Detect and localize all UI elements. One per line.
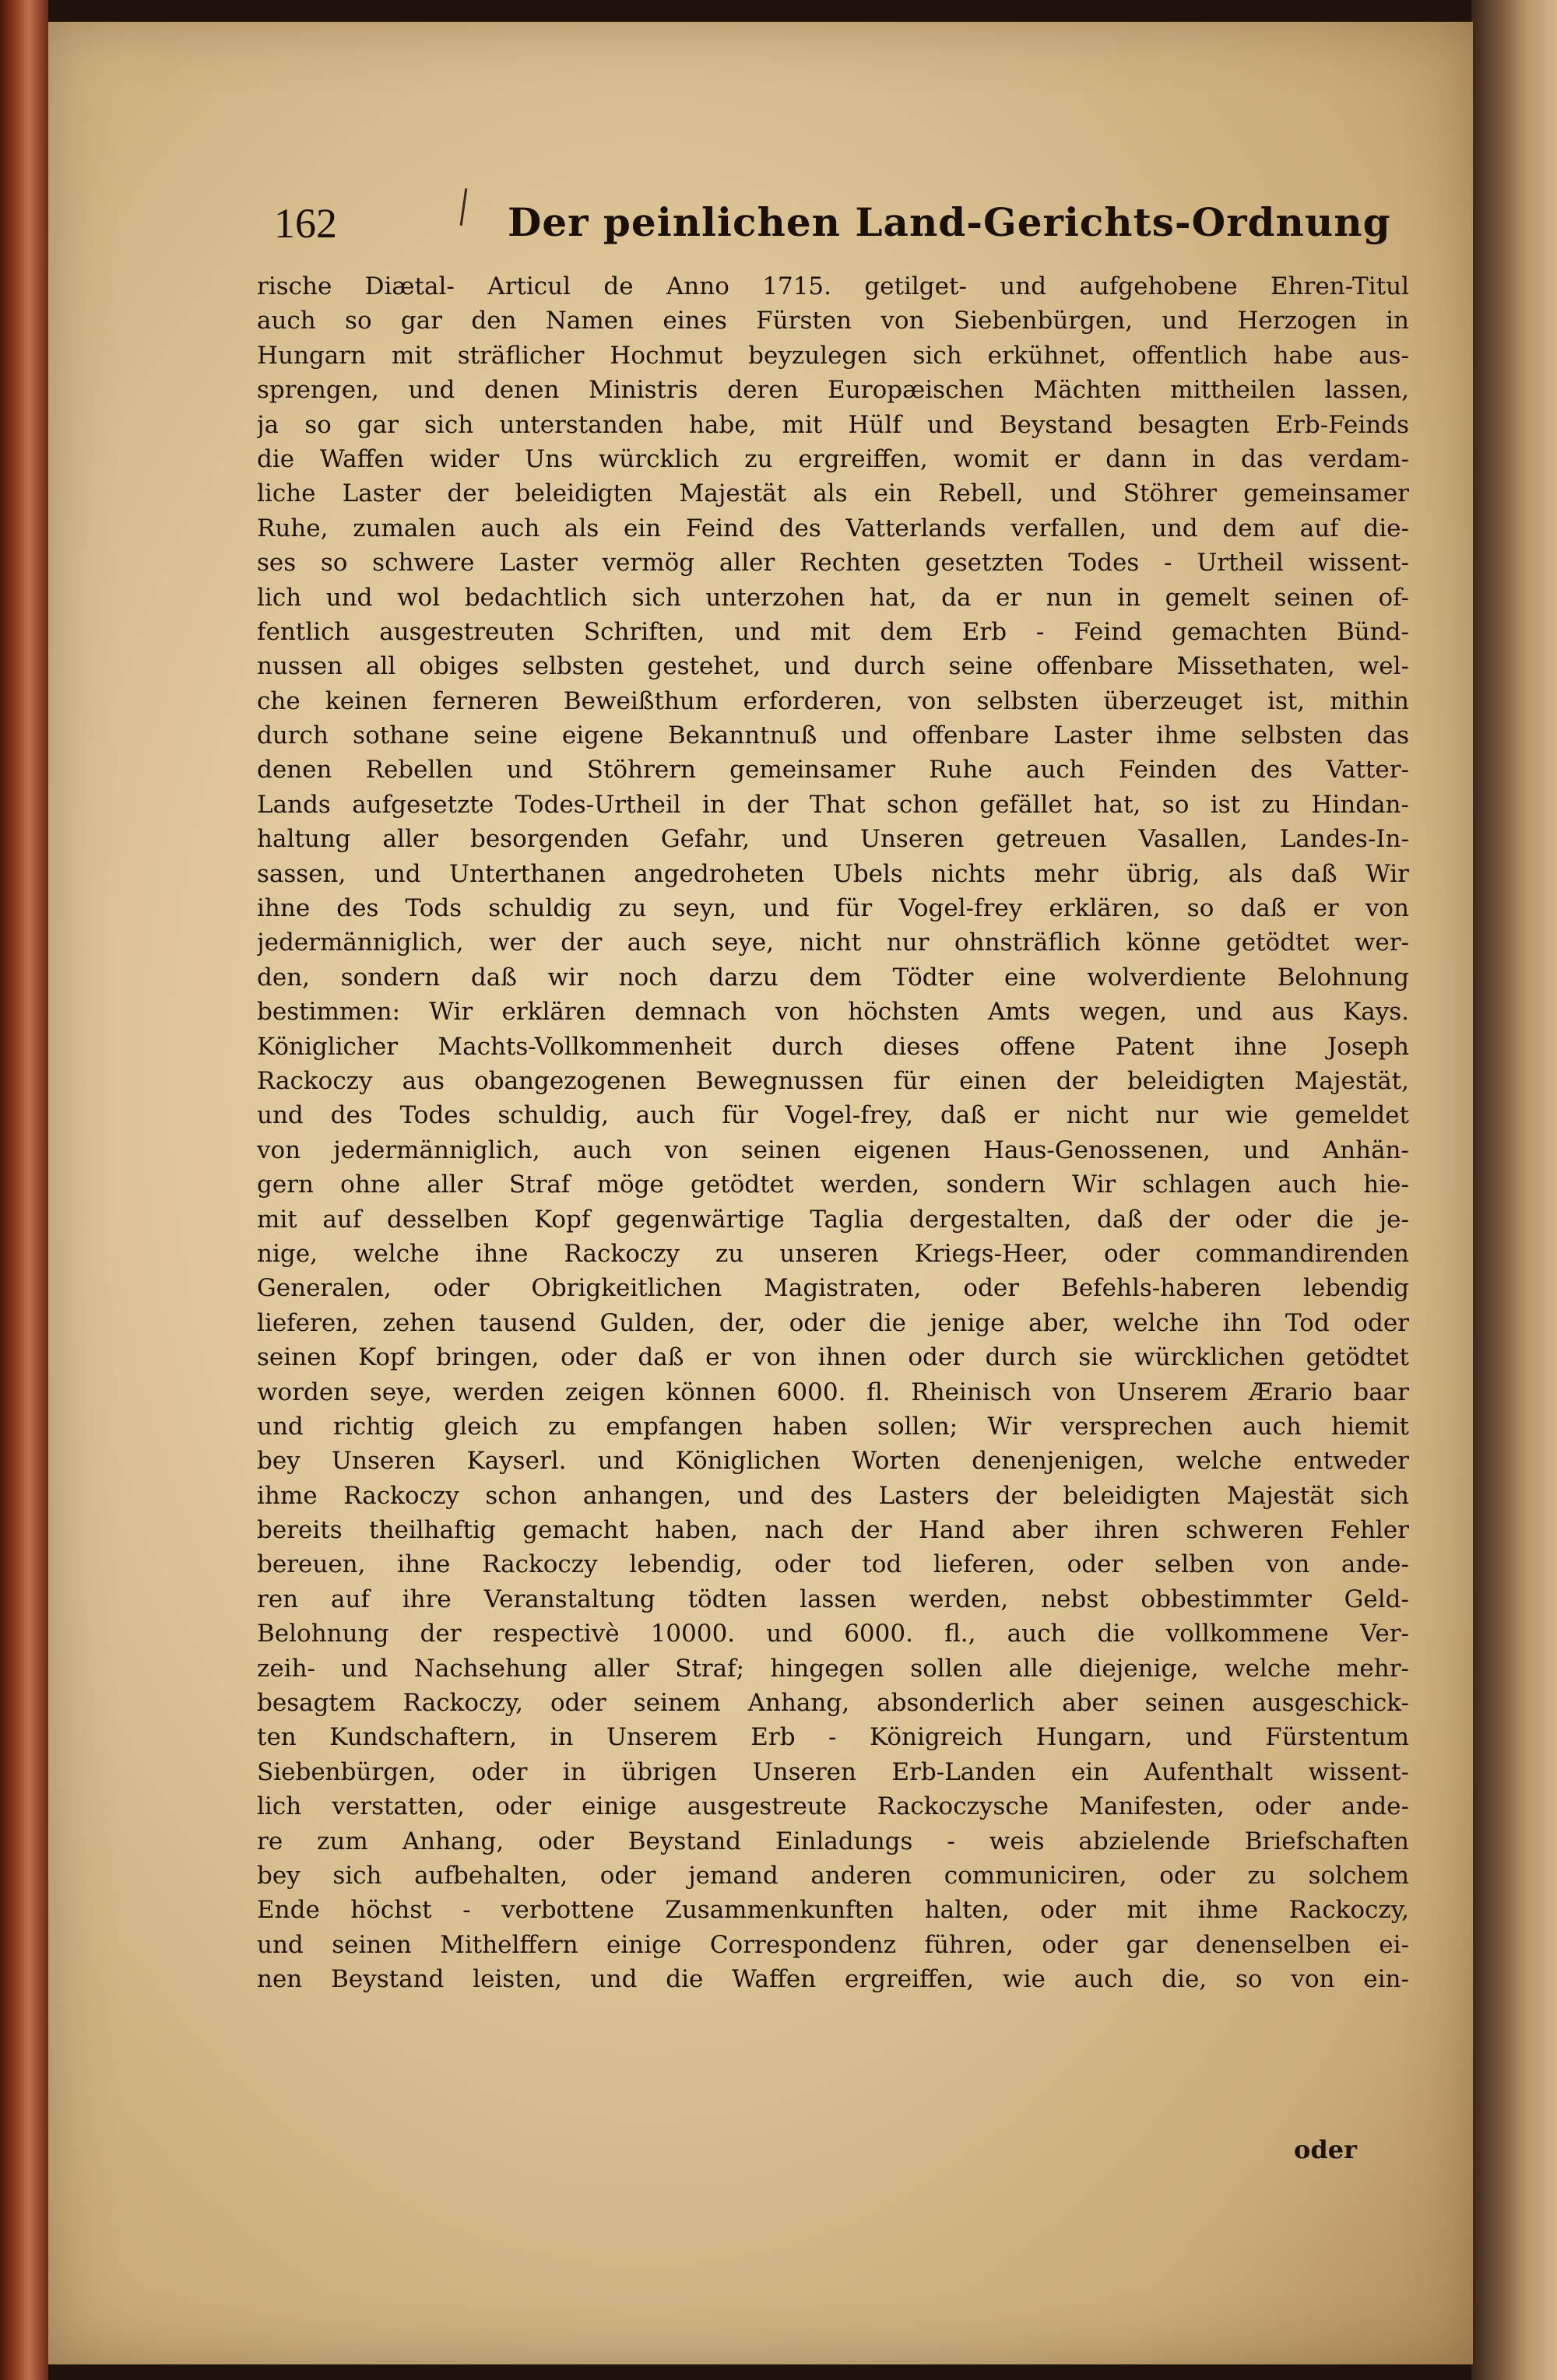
- text-line: Rackoczy aus obangezogenen Bewegnussen für einen der beleidigten Majestät,: [257, 1066, 1409, 1095]
- text-line: jedermänniglich, wer der auch seye, nicht nur ohnsträflich könne getödtet wer-: [257, 928, 1409, 957]
- running-head: Der peinlichen Land-Gerichts-Ordnung: [508, 199, 1391, 245]
- text-line: nen Beystand leisten, und die Waffen ergreiffen, wie auch die, so von ein-: [257, 1965, 1409, 1994]
- text-line: und richtig gleich zu empfangen haben sollen; Wir versprechen auch hiemit: [257, 1412, 1409, 1441]
- text-line: Königlicher Machts-Vollkommenheit durch dieses offene Patent ihne Joseph: [257, 1032, 1409, 1061]
- text-line: und des Todes schuldig, auch für Vogel-frey, daß er nicht nur wie gemeldet: [257, 1101, 1409, 1130]
- text-line: nussen all obiges selbsten gestehet, und durch seine offenbare Missethaten, wel-: [257, 652, 1409, 681]
- ink-mark: [460, 188, 468, 226]
- text-line: bestimmen: Wir erklären demnach von höchsten Amts wegen, und aus Kays.: [257, 998, 1409, 1027]
- text-line: haltung aller besorgenden Gefahr, und Unseren getreuen Vasallen, Landes-In-: [257, 825, 1409, 854]
- text-line: lieferen, zehen tausend Gulden, der, oder die jenige aber, welche ihn Tod oder: [257, 1308, 1409, 1337]
- text-line: re zum Anhang, oder Beystand Einladungs - weis abzielende Briefschaften: [257, 1827, 1409, 1855]
- text-line: Generalen, oder Obrigkeitlichen Magistraten, oder Befehls-haberen lebendig: [257, 1274, 1409, 1303]
- text-line: worden seye, werden zeigen können 6000. fl. Rheinisch von Unserem Ærario baar: [257, 1378, 1409, 1406]
- text-line: bereits theilhaftig gemacht haben, nach der Hand aber ihren schweren Fehler: [257, 1516, 1409, 1545]
- text-line: bey sich aufbehalten, oder jemand anderen communiciren, oder zu solchem: [257, 1861, 1409, 1890]
- book-edge-left: [0, 0, 48, 2380]
- book-gutter-right: [1471, 0, 1557, 2380]
- text-line: bey Unseren Kayserl. und Königlichen Worten denenjenigen, welche entweder: [257, 1447, 1409, 1476]
- text-line: sassen, und Unterthanen angedroheten Ubels nichts mehr übrig, als daß Wir: [257, 859, 1409, 888]
- text-line: ihme Rackoczy schon anhangen, und des Lasters der beleidigten Majestät sich: [257, 1481, 1409, 1510]
- text-line: che keinen ferneren Beweißthum erforderen, von selbsten überzeuget ist, mithin: [257, 686, 1409, 715]
- text-line: mit auf desselben Kopf gegenwärtige Taglia dergestalten, daß der oder die je-: [257, 1205, 1409, 1234]
- text-line: durch sothane seine eigene Bekanntnuß und offenbare Laster ihme selbsten das: [257, 721, 1409, 750]
- text-line: von jedermänniglich, auch von seinen eigenen Haus-Genossenen, und Anhän-: [257, 1136, 1409, 1164]
- text-line: bereuen, ihne Rackoczy lebendig, oder tod lieferen, oder selben von ande-: [257, 1550, 1409, 1579]
- text-line: zeih- und Nachsehung aller Straf; hingegen sollen alle diejenige, welche mehr-: [257, 1654, 1409, 1683]
- text-line: denen Rebellen und Stöhrern gemeinsamer Ruhe auch Feinden des Vatter-: [257, 756, 1409, 785]
- text-line: liche Laster der beleidigten Majestät als ein Rebell, und Stöhrer gemeinsamer: [257, 479, 1409, 508]
- text-line: Lands aufgesetzte Todes-Urtheil in der That schon gefället hat, so ist zu Hindan-: [257, 790, 1409, 819]
- text-line: gern ohne aller Straf möge getödtet werden, sondern Wir schlagen auch hie-: [257, 1171, 1409, 1199]
- text-line: lich verstatten, oder einige ausgestreute Rackoczysche Manifesten, oder ande-: [257, 1792, 1409, 1821]
- text-line: nige, welche ihne Rackoczy zu unseren Kriegs-Heer, oder commandirenden: [257, 1239, 1409, 1268]
- text-line: ten Kundschaftern, in Unserem Erb - Königreich Hungarn, und Fürstentum: [257, 1723, 1409, 1752]
- text-line: ja so gar sich unterstanden habe, mit Hülf und Beystand besagten Erb-Feinds: [257, 410, 1409, 439]
- text-line: seinen Kopf bringen, oder daß er von ihnen oder durch sie würcklichen getödtet: [257, 1343, 1409, 1372]
- text-line: besagtem Rackoczy, oder seinem Anhang, absonderlich aber seinen ausgeschick-: [257, 1689, 1409, 1718]
- text-line: und seinen Mithelffern einige Correspondenz führen, oder gar denenselben ei-: [257, 1930, 1409, 1959]
- text-line: sprengen, und denen Ministris deren Europæischen Mächten mittheilen lassen,: [257, 376, 1409, 405]
- text-line: den, sondern daß wir noch darzu dem Tödter eine wolverdiente Belohnung: [257, 963, 1409, 992]
- text-line: fentlich ausgestreuten Schriften, und mit dem Erb - Feind gemachten Bünd-: [257, 617, 1409, 646]
- text-line: ren auf ihre Veranstaltung tödten lassen werden, nebst obbestimmter Geld-: [257, 1585, 1409, 1613]
- book-page: [48, 22, 1473, 2364]
- text-line: Ruhe, zumalen auch als ein Feind des Vatterlands verfallen, und dem auf die-: [257, 514, 1409, 542]
- text-line: lich und wol bedachtlich sich unterzohen hat, da er nun in gemelt seinen of-: [257, 583, 1409, 612]
- text-line: ihne des Tods schuldig zu seyn, und für Vogel-frey erklären, so daß er von: [257, 894, 1409, 923]
- text-line: Siebenbürgen, oder in übrigen Unseren Erb-Landen ein Aufenthalt wissent-: [257, 1757, 1409, 1786]
- text-line: rische Diætal- Articul de Anno 1715. getilget- und aufgehobene Ehren-Titul: [257, 272, 1409, 300]
- text-line: [257, 1997, 1409, 2031]
- body-text: [257, 269, 1409, 2031]
- text-line: Ende höchst - verbottene Zusammenkunften halten, oder mit ihme Rackoczy,: [257, 1896, 1409, 1925]
- text-line: ses so schwere Laster vermög aller Rechten gesetzten Todes - Urtheil wissent-: [257, 549, 1409, 577]
- text-line: auch so gar den Namen eines Fürsten von Siebenbürgen, und Herzogen in: [257, 307, 1409, 335]
- text-line: Belohnung der respectivè 10000. und 6000. fl., auch die vollkommene Ver-: [257, 1620, 1409, 1648]
- text-line: Hungarn mit sträflicher Hochmut beyzulegen sich erkühnet, offentlich habe aus-: [257, 341, 1409, 370]
- catchword: oder: [1294, 2135, 1357, 2164]
- page-number: 162: [274, 200, 337, 247]
- text-line: die Waffen wider Uns würcklich zu ergreiffen, womit er dann in das verdam-: [257, 444, 1409, 473]
